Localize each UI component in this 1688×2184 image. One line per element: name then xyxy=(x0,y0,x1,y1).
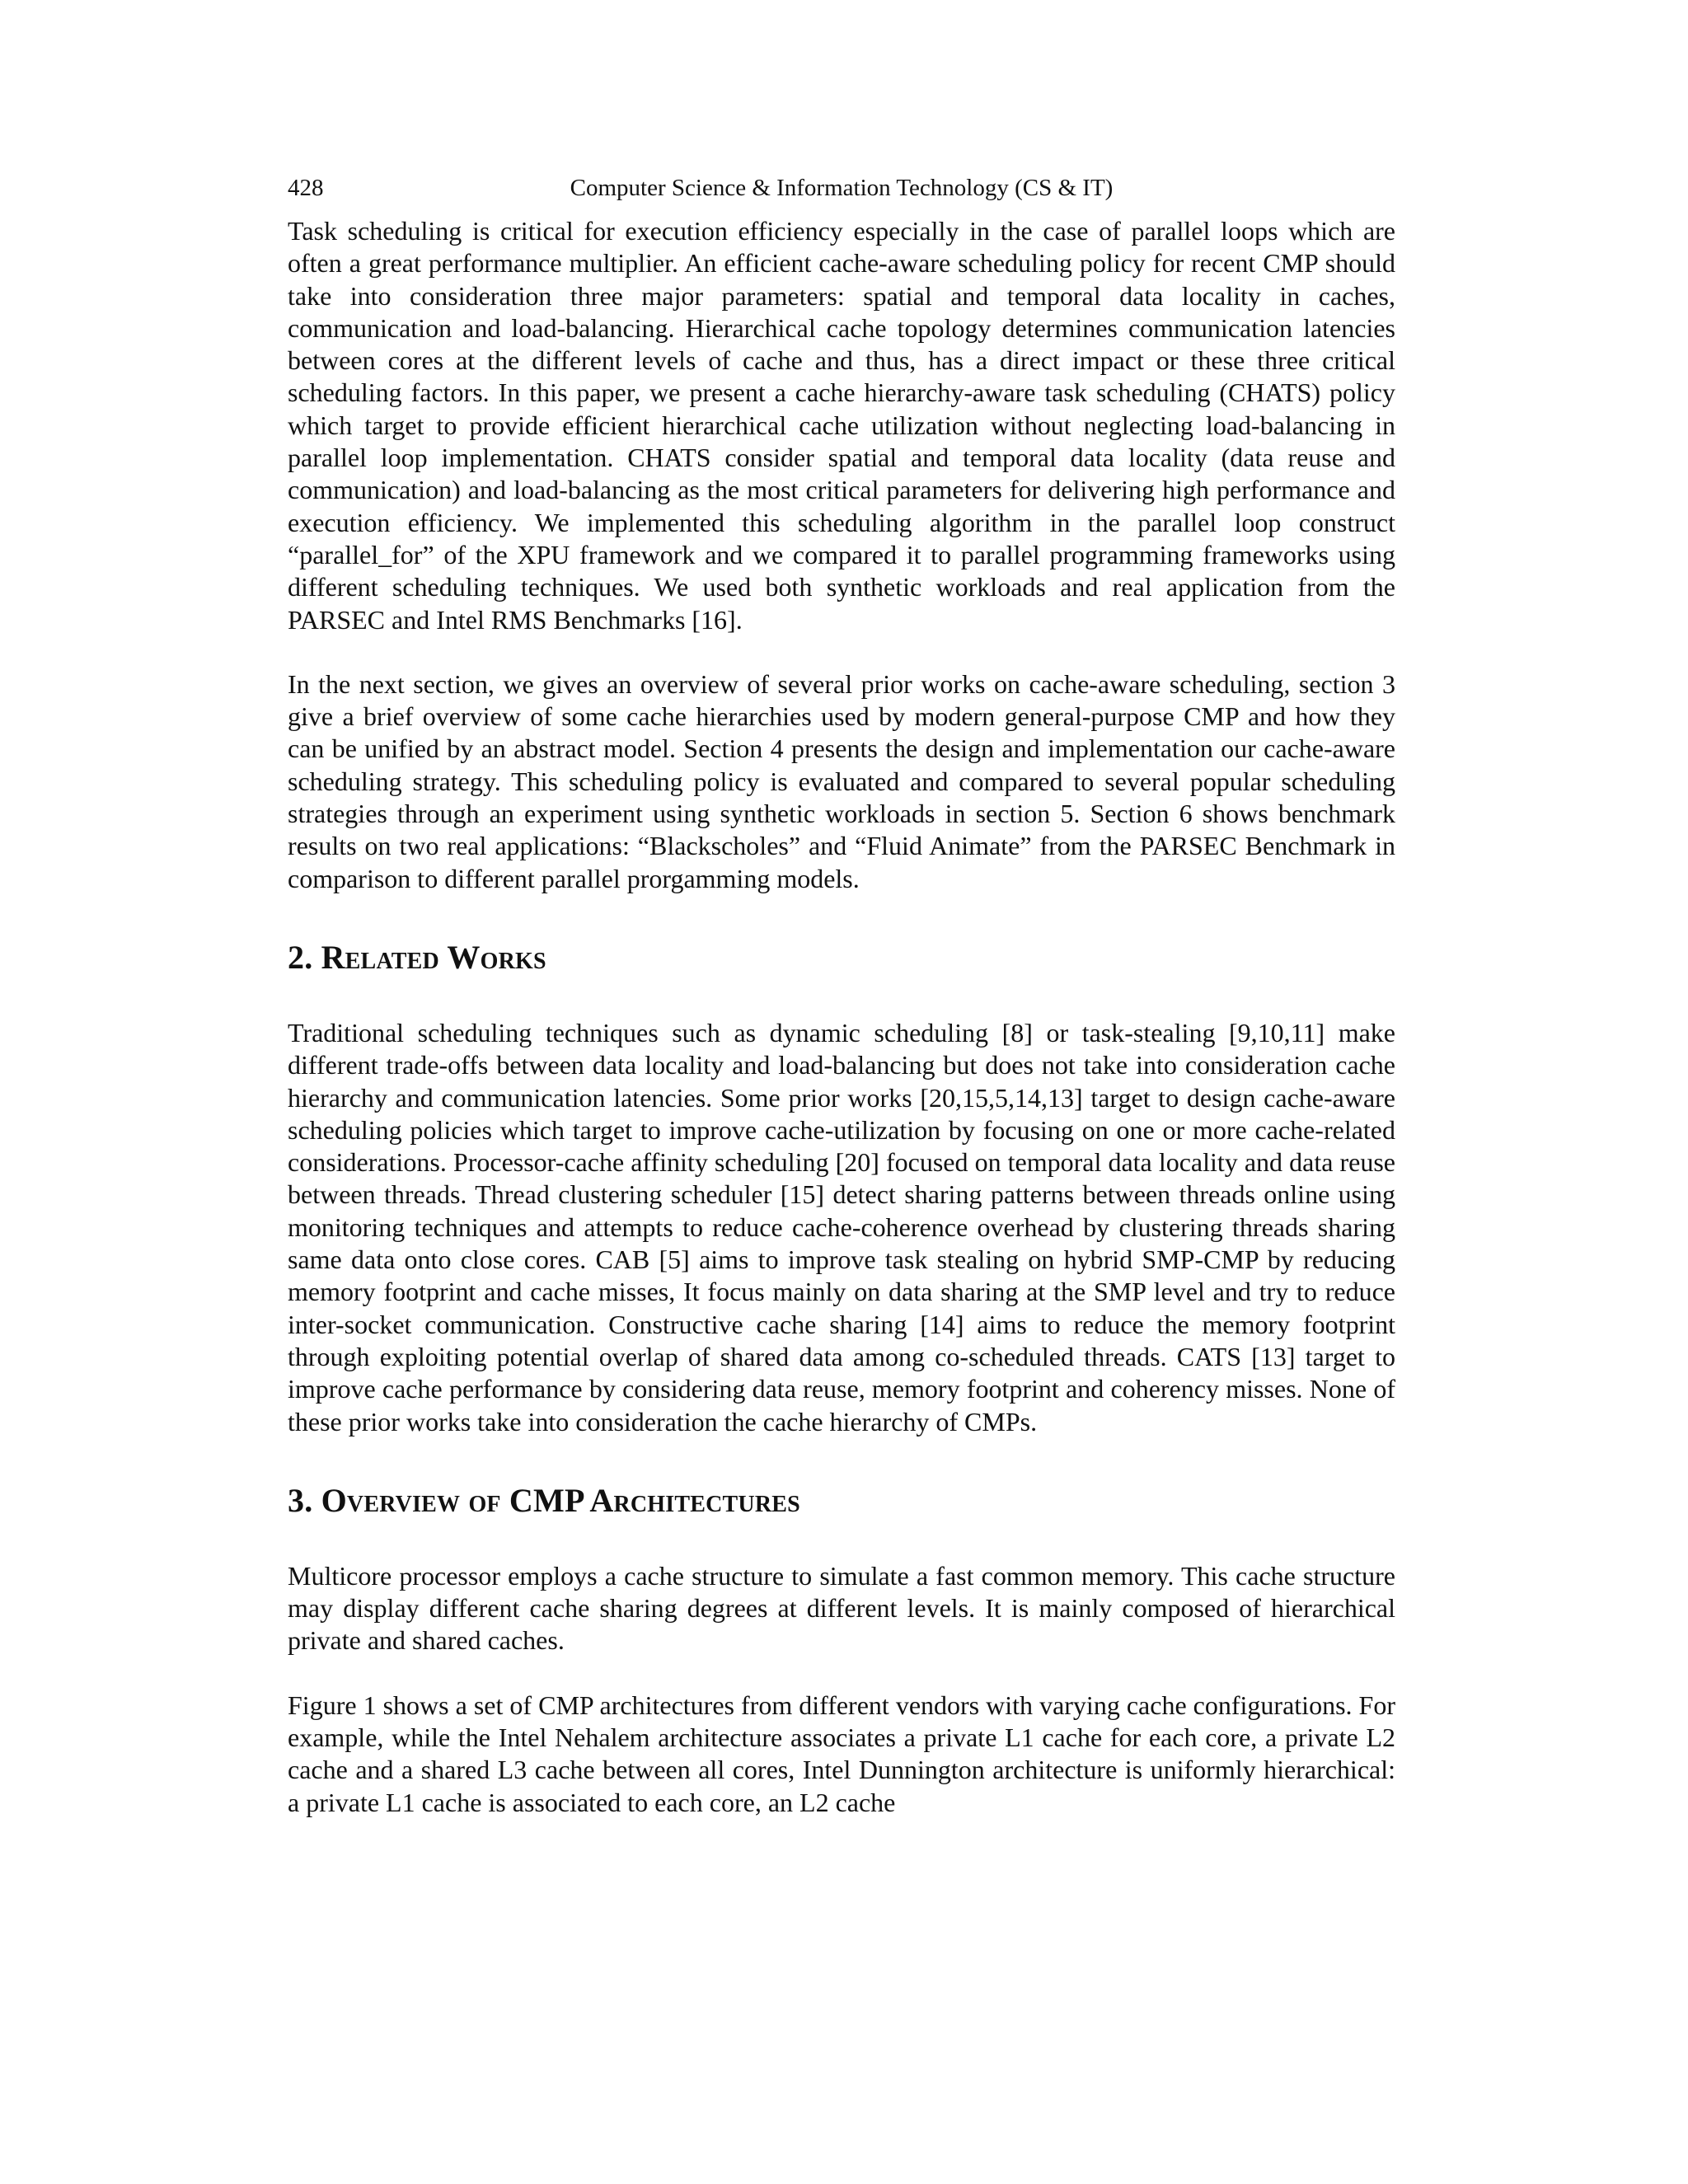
intro-paragraph-2: In the next section, we gives an overview of several prior works on cache-aware scheduling, section 3 give a brief overview of some cache hierarchies used by modern general-purpose CMP and how they can be unified by an abstract model. Section 4 presents the design and implementation our cache-aware scheduling strategy. This scheduling policy is evaluated and compared to several popular scheduling strategies through an experiment using synthetic workloads in section 5. Section 6 shows benchmark results on two real applications: “Blackscholes” and “Fluid Animate” from the PARSEC Benchmark in comparison to different parallel prorgamming models. xyxy=(288,668,1395,893)
page-header xyxy=(288,170,1395,206)
section-2-heading: 2. Related Works xyxy=(288,938,546,976)
page-body xyxy=(288,215,1395,1819)
section-3-paragraph-1: Multicore processor employs a cache structure to simulate a fast common memory. This cache structure may display different cache sharing degrees at different levels. It is mainly composed of hierarchical private and shared caches. xyxy=(288,1560,1395,1656)
section-3-paragraph-2: Figure 1 shows a set of CMP architectures from different vendors with varying cache configurations. For example, while the Intel Nehalem architecture associates a private L1 cache for each core, a private L2 cache and a shared L3 cache between all cores, Intel Dunnington architecture is uniformly hierarchical: a private L1 cache is associated to each core, an L2 cache xyxy=(288,1690,1395,1817)
running-title: Computer Science & Information Technology (CS & IT) xyxy=(570,175,1114,201)
section-3-heading: 3. Overview of CMP Architectures xyxy=(288,1481,800,1519)
intro-paragraph-1: Task scheduling is critical for execution efficiency especially in the case of parallel loops which are often a great performance multiplier. An efficient cache-aware scheduling policy for recent CMP should take into consideration three major parameters: spatial and temporal data locality in caches, communication and load-balancing. Hierarchical cache topology determines communication latencies between cores at the different levels of cache and thus, has a direct impact or these three critical scheduling factors. In this paper, we present a cache hierarchy-aware task scheduling (CHATS) policy which target to provide efficient hierarchical cache utilization without neglecting load-balancing in parallel loop implementation. CHATS consider spatial and temporal data locality (data reuse and communication) and load-balancing as the most critical parameters for delivering high performance and execution efficiency. We implemented this scheduling algorithm in the parallel loop construct “parallel_for” of the XPU framework and we compared it to parallel programming frameworks using different scheduling techniques. We used both synthetic workloads and real application from the PARSEC and Intel RMS Benchmarks [16]. xyxy=(288,216,1395,635)
page-number: 428 xyxy=(288,175,324,201)
section-2-paragraph: Traditional scheduling techniques such as dynamic scheduling [8] or task-stealing [9,10,11] make different trade-offs between data locality and load-balancing but does not take into consideration cache hierarchy and communication latencies. Some prior works [20,15,5,14,13] target to design cache-aware scheduling policies which target to improve cache-utilization by focusing on one or more cache-related considerations. Processor-cache affinity scheduling [20] focused on temporal data locality and data reuse between threads. Thread clustering scheduler [15] detect sharing patterns between threads online using monitoring techniques and attempts to reduce cache-coherence overhead by clustering threads sharing same data onto close cores. CAB [5] aims to improve task stealing on hybrid SMP-CMP by reducing memory footprint and cache misses, It focus mainly on data sharing at the SMP level and try to reduce inter-socket communication. Constructive cache sharing [14] aims to reduce the memory footprint through exploiting potential overlap of shared data among co-scheduled threads. CATS [13] target to improve cache performance by considering data reuse, memory footprint and coherency misses. None of these prior works take into consideration the cache hierarchy of CMPs. xyxy=(288,1017,1395,1436)
